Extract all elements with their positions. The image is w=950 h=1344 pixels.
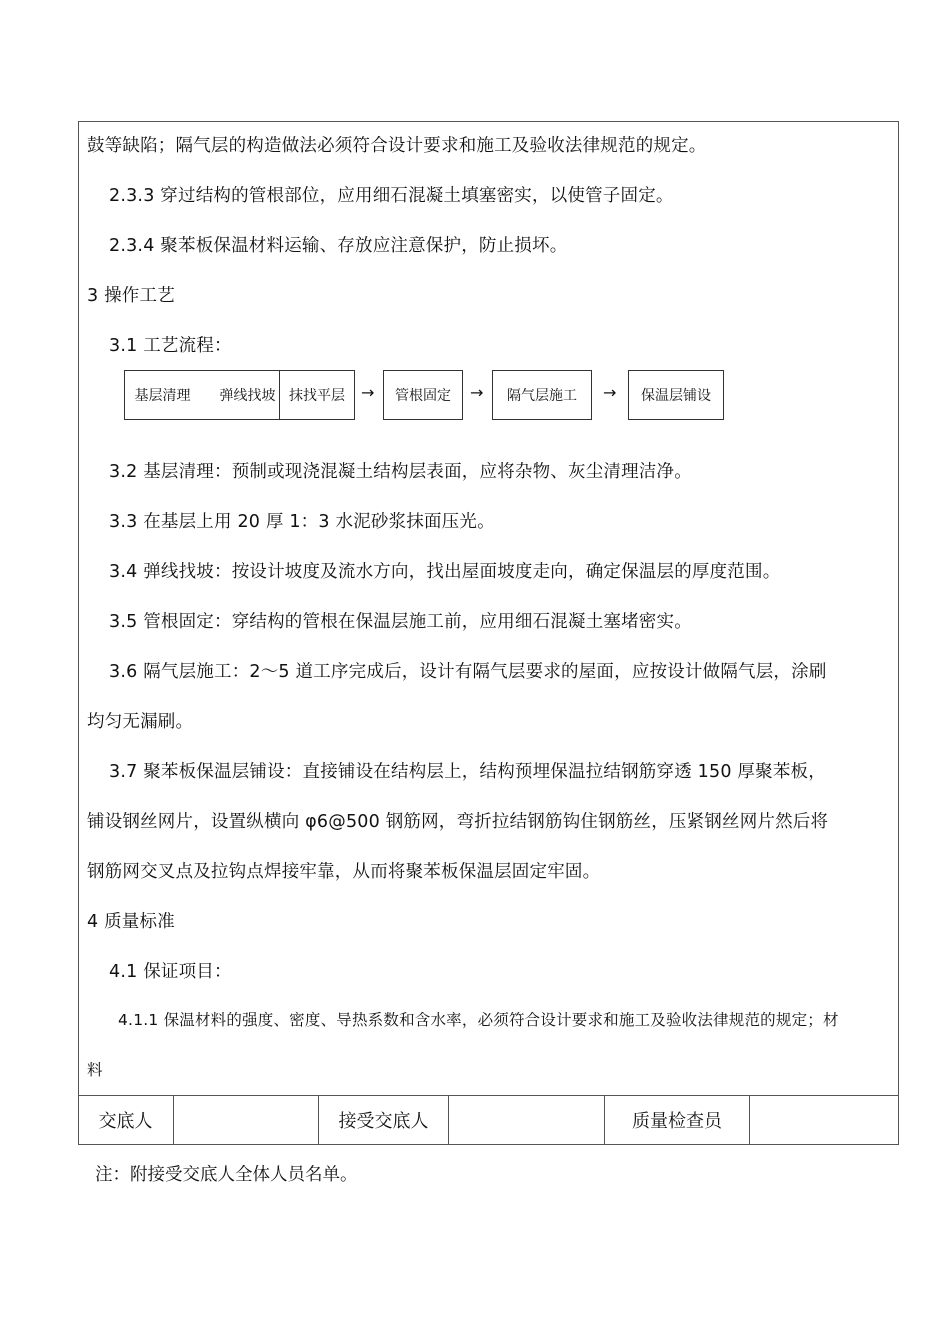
flow-step-2: 弹线找坡 <box>200 370 280 420</box>
text-line-6: 3.2 基层清理：预制或现浇混凝土结构层表面，应将杂物、灰尘清理洁净。 <box>109 462 692 482</box>
text-line-13: 铺设钢丝网片，设置纵横向 φ6@500 钢筋网，弯折拉结钢筋钩住钢筋丝，压紧钢丝网片然后将 <box>87 812 829 832</box>
flow-arrow-2: → <box>470 383 484 402</box>
content-frame <box>78 121 899 1145</box>
text-line-3: 2.3.4 聚苯板保温材料运输、存放应注意保护，防止损坏。 <box>109 236 568 256</box>
text-line-12: 3.7 聚苯板保温层铺设：直接铺设在结构层上，结构预埋保温拉结钢筋穿透 150 厚聚苯板， <box>109 762 826 782</box>
flow-step-5: 隔气层施工 <box>492 370 592 420</box>
signature-value-receiver <box>448 1095 604 1145</box>
signature-value-presenter <box>173 1095 318 1145</box>
text-line-8: 3.4 弹线找坡：按设计坡度及流水方向，找出屋面坡度走向，确定保温层的厚度范围。 <box>109 562 781 582</box>
text-line-7: 3.3 在基层上用 20 厚 1：3 水泥砂浆抹面压光。 <box>109 512 495 532</box>
signature-label-inspector: 质量检查员 <box>604 1095 749 1145</box>
flow-arrow-1: → <box>361 383 375 402</box>
text-line-9: 3.5 管根固定：穿结构的管根在保温层施工前，应用细石混凝土塞堵密实。 <box>109 612 692 632</box>
section-heading-4: 4 质量标准 <box>87 912 175 932</box>
flow-step-6: 保温层铺设 <box>628 370 724 420</box>
text-line-17: 4.1.1 保温材料的强度、密度、导热系数和含水率，必须符合设计要求和施工及验收法律规范的规定；材 <box>118 1011 839 1029</box>
flow-step-1: 基层清理 <box>124 370 200 420</box>
signature-label-receiver: 接受交底人 <box>318 1095 448 1145</box>
flow-step-3: 抹找平层 <box>280 370 355 420</box>
signature-table <box>78 1095 899 1145</box>
section-heading-3: 3 操作工艺 <box>87 286 175 306</box>
text-line-2: 2.3.3 穿过结构的管根部位，应用细石混凝土填塞密实，以使管子固定。 <box>109 186 674 206</box>
text-line-10: 3.6 隔气层施工：2～5 道工序完成后，设计有隔气层要求的屋面，应按设计做隔气层，涂刷 <box>109 662 827 682</box>
text-line-18: 料 <box>87 1061 103 1079</box>
footnote: 注：附接受交底人全体人员名单。 <box>95 1165 358 1185</box>
process-flow <box>0 370 950 422</box>
signature-label-presenter: 交底人 <box>98 1111 153 1132</box>
text-line-14: 钢筋网交叉点及拉钩点焊接牢靠，从而将聚苯板保温层固定牢固。 <box>87 862 601 882</box>
text-line-11: 均匀无漏刷。 <box>87 712 194 732</box>
flow-arrow-3: → <box>603 383 617 402</box>
text-line-16: 4.1 保证项目： <box>109 962 232 982</box>
flow-step-4: 管根固定 <box>383 370 463 420</box>
text-line-5: 3.1 工艺流程： <box>109 336 232 356</box>
text-line-1: 鼓等缺陷；隔气层的构造做法必须符合设计要求和施工及验收法律规范的规定。 <box>87 136 707 156</box>
signature-value-inspector <box>749 1095 899 1145</box>
